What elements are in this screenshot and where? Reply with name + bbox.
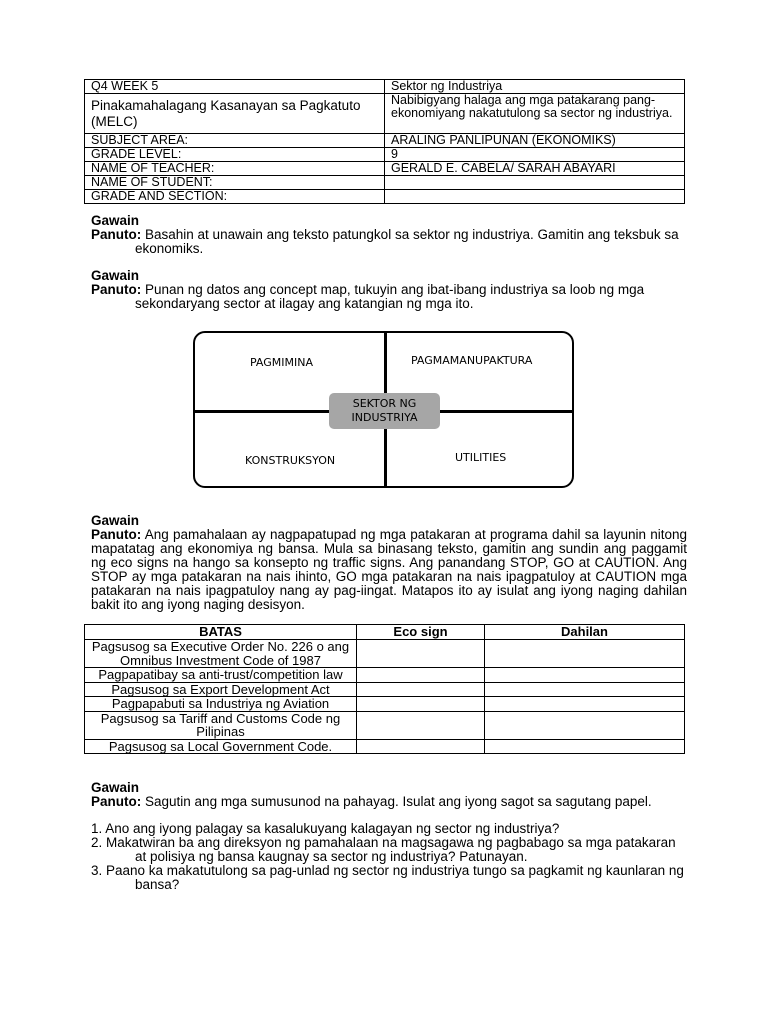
row-label: GRADE LEVEL: (85, 148, 385, 162)
gawain-1 (91, 214, 687, 256)
table-row (85, 190, 685, 204)
batas-cell: Pagsusog sa Export Development Act (85, 682, 357, 697)
table-row (85, 682, 685, 697)
center-label-line1: SEKTOR NG (352, 397, 417, 410)
concept-map-top-left: PAGMIMINA (250, 356, 314, 369)
batas-table (84, 624, 685, 754)
table-row (85, 640, 685, 668)
header-info-table (84, 79, 685, 204)
concept-map-bottom-left: KONSTRUKSYON (245, 454, 336, 467)
table-row (85, 697, 685, 712)
table-row (85, 134, 685, 148)
row-label: Q4 WEEK 5 (85, 80, 385, 94)
row-label: GRADE AND SECTION: (85, 190, 385, 204)
row-value: GERALD E. CABELA/ SARAH ABAYARI (385, 162, 685, 176)
table-row (85, 176, 685, 190)
list-item: 2. Makatwiran ba ang direksyon ng pamahalaan na magsagawa ng pagbabago sa mga patakaran at polisiya ng bansa kaugnay sa sector ng industriya? Patunayan. (91, 835, 676, 864)
eco-sign-cell[interactable] (357, 739, 485, 754)
table-row (85, 711, 685, 739)
panuto-label: Panuto: (91, 227, 142, 242)
dahilan-cell[interactable] (485, 739, 685, 754)
gawain-title: Gawain (91, 268, 140, 283)
panuto-label: Panuto: (91, 794, 142, 809)
concept-map-bottom-right: UTILITIES (455, 451, 507, 464)
grade-section-field[interactable] (385, 190, 685, 204)
batas-cell: Pagsusog sa Executive Order No. 226 o ang Omnibus Investment Code of 1987 (85, 640, 357, 668)
question-list (91, 822, 687, 892)
panuto-label: Panuto: (91, 527, 142, 542)
gawain-2 (91, 269, 687, 311)
concept-map-top-right: PAGMAMANUPAKTURA (411, 354, 533, 367)
eco-sign-cell[interactable] (357, 697, 485, 712)
table-row (85, 94, 685, 134)
gawain-title: Gawain (91, 213, 140, 228)
panuto-text (91, 795, 687, 809)
row-label: NAME OF STUDENT: (85, 176, 385, 190)
eco-sign-cell[interactable] (357, 668, 485, 683)
dahilan-cell[interactable] (485, 668, 685, 683)
row-value: 9 (385, 148, 685, 162)
column-header-eco-sign: Eco sign (357, 625, 485, 640)
row-label: NAME OF TEACHER: (85, 162, 385, 176)
table-row (85, 668, 685, 683)
gawain-title: Gawain (91, 780, 140, 795)
dahilan-cell[interactable] (485, 711, 685, 739)
dahilan-cell[interactable] (485, 640, 685, 668)
column-header-batas: BATAS (85, 625, 357, 640)
student-name-field[interactable] (385, 176, 685, 190)
panuto-body: Ang pamahalaan ay nagpapatupad ng mga patakaran at programa dahil sa layunin nitong mapatatag ang ekonomiya ng bansa. Mula sa binasang teksto, gamitin ang sundin ang paggamit ng eco signs na hango sa konsepto ng traffic signs. Ang panandang STOP, GO at CAUTION. Ang STOP ay mga patakaran na nais ihinto, GO mga patakaran na nais ipagpatuloy at CAUTION mga patakaran na nais ipagpatuloy nang ay pag-iingat. Matapos ito ay isulat ang iyong naging dahilan bakit ito ang iyong naging desisyon. (91, 527, 687, 612)
gawain-title: Gawain (91, 513, 140, 528)
dahilan-cell[interactable] (485, 682, 685, 697)
concept-map-center (329, 393, 440, 429)
panuto-body: Punan ng datos ang concept map, tukuyin ang ibat-ibang industriya sa loob ng mga sekondaryang sector at ilagay ang katangian ng mga ito. (135, 282, 645, 311)
row-value: ARALING PANLIPUNAN (EKONOMIKS) (385, 134, 685, 148)
batas-cell: Pagpapatibay sa anti-trust/competition law (85, 668, 357, 683)
center-label-line2: INDUSTRIYA (351, 411, 418, 424)
table-row (85, 162, 685, 176)
column-header-dahilan: Dahilan (485, 625, 685, 640)
list-item: 1. Ano ang iyong palagay sa kasalukuyang kalagayan ng sector ng industriya? (91, 821, 560, 836)
batas-cell: Pagpapabuti sa Industriya ng Aviation (85, 697, 357, 712)
table-header-row (85, 625, 685, 640)
list-item: 3. Paano ka makatutulong sa pag-unlad ng sector ng industriya tungo sa pagkamit ng kaunlaran ng bansa? (91, 863, 684, 892)
gawain-4 (91, 781, 687, 809)
panuto-text (91, 528, 687, 612)
eco-sign-cell[interactable] (357, 682, 485, 697)
panuto-body: Sagutin ang mga sumusunod na pahayag. Isulat ang iyong sagot sa sagutang papel. (145, 794, 652, 809)
gawain-3 (91, 514, 687, 612)
panuto-body: Basahin at unawain ang teksto patungkol sa sektor ng industriya. Gamitin ang teksbuk sa ekonomiks. (135, 227, 679, 256)
panuto-label: Panuto: (91, 282, 142, 297)
batas-cell: Pagsusog sa Tariff and Customs Code ng Pilipinas (85, 711, 357, 739)
batas-cell: Pagsusog sa Local Government Code. (85, 739, 357, 754)
eco-sign-cell[interactable] (357, 640, 485, 668)
row-value: Sektor ng Industriya (385, 80, 685, 94)
row-value: Nabibigyang halaga ang mga patakarang pang-ekonomiyang nakatutulong sa sector ng industriya. (385, 94, 685, 134)
panuto-text (91, 283, 687, 311)
table-row (85, 148, 685, 162)
panuto-text (91, 228, 687, 256)
table-row (85, 80, 685, 94)
concept-map (193, 331, 574, 488)
eco-sign-cell[interactable] (357, 711, 485, 739)
table-row (85, 739, 685, 754)
dahilan-cell[interactable] (485, 697, 685, 712)
row-label: SUBJECT AREA: (85, 134, 385, 148)
row-label: Pinakamahalagang Kasanayan sa Pagkatuto (MELC) (85, 94, 385, 134)
